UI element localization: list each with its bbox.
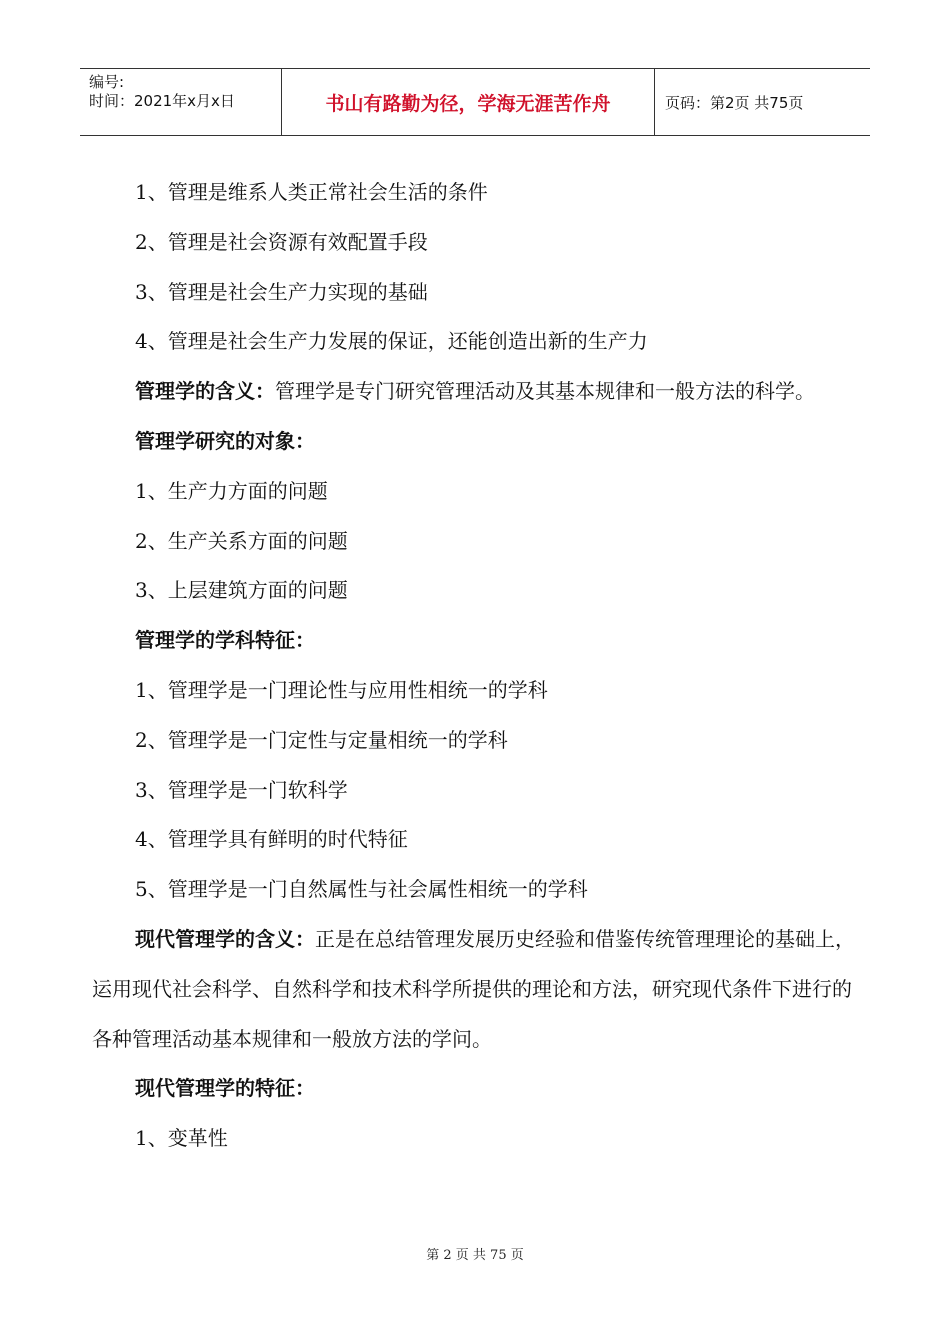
definition-title: 现代管理学的含义： bbox=[135, 926, 315, 951]
section-heading: 管理学的学科特征： bbox=[135, 628, 315, 653]
list-item: 1、生产力方面的问题 bbox=[135, 478, 328, 503]
list-item: 1、管理学是一门理论性与应用性相统一的学科 bbox=[135, 677, 548, 702]
list-item: 3、上层建筑方面的问题 bbox=[135, 578, 348, 603]
list-item: 3、管理学是一门软科学 bbox=[135, 777, 348, 802]
definition-title: 管理学的含义： bbox=[135, 379, 275, 404]
section-heading: 管理学研究的对象： bbox=[135, 428, 315, 453]
header-motto: 书山有路勤为径，学海无涯苦作舟 bbox=[282, 69, 655, 135]
header-page-info: 页码：第2页 共75页 bbox=[665, 93, 804, 112]
definition-text: 管理学是专门研究管理活动及其基本规律和一般方法的科学。 bbox=[275, 379, 815, 404]
header-time-label: 时间：2021年x月x日 bbox=[89, 92, 235, 110]
list-item: 2、管理是社会资源有效配置手段 bbox=[135, 229, 428, 254]
header-meta bbox=[80, 69, 282, 135]
definition-paragraph bbox=[92, 915, 862, 1064]
list-item: 1、变革性 bbox=[135, 1126, 228, 1151]
page-footer: 第 2 页 共 75 页 bbox=[426, 1248, 524, 1263]
header-number-label: 编号: bbox=[89, 73, 125, 91]
list-item: 3、管理是社会生产力实现的基础 bbox=[135, 279, 428, 304]
definition-paragraph bbox=[92, 367, 862, 417]
section-heading: 现代管理学的特征： bbox=[135, 1076, 315, 1101]
page-header bbox=[80, 68, 870, 136]
definition-text: 正是在总结管理发展历史经验和借鉴传统管理理论的基础上，运用现代社会科学、自然科学和技术科学所提供的理论和方法，研究现代条件下进行的各种管理活动基本规律和一般放方法的学问。 bbox=[92, 926, 855, 1051]
list-item: 5、管理学是一门自然属性与社会属性相统一的学科 bbox=[135, 877, 588, 902]
list-item: 1、管理是维系人类正常社会生活的条件 bbox=[135, 180, 488, 204]
list-item: 2、管理学是一门定性与定量相统一的学科 bbox=[135, 727, 508, 752]
list-item: 4、管理学具有鲜明的时代特征 bbox=[135, 827, 408, 852]
list-item: 2、生产关系方面的问题 bbox=[135, 528, 348, 553]
document-body bbox=[92, 168, 862, 1164]
list-item: 4、管理是社会生产力发展的保证，还能创造出新的生产力 bbox=[135, 329, 648, 354]
